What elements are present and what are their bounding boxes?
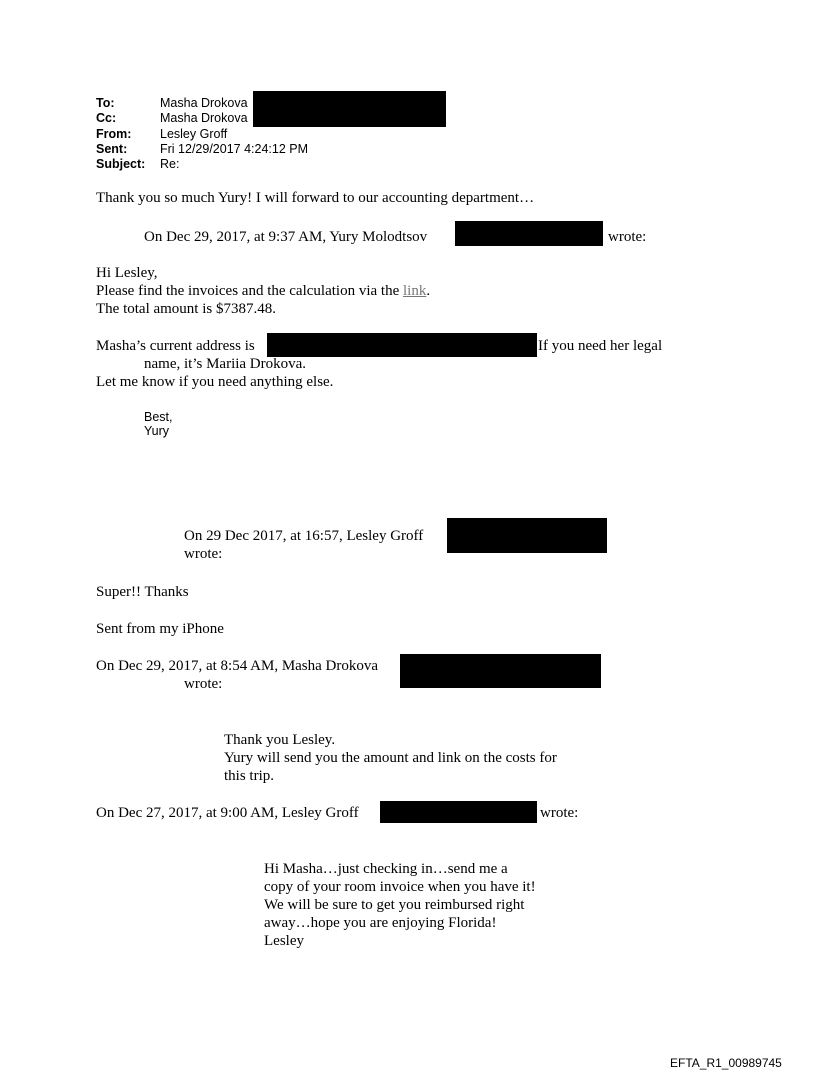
redaction-box: [380, 801, 537, 823]
subject-label: Subject:: [96, 157, 146, 171]
invoices-suffix: .: [426, 283, 431, 299]
signoff-name: Yury: [144, 424, 170, 438]
quote-header: On Dec 29, 2017, at 8:54 AM, Masha Drokova: [96, 658, 379, 674]
redaction-box: [455, 221, 603, 246]
message-line: Hi Masha…just checking in…send me a: [264, 861, 508, 877]
to-label: To:: [96, 96, 115, 110]
invoices-line: [96, 282, 430, 300]
signoff-best: Best,: [144, 410, 173, 424]
redaction-box: [253, 91, 446, 127]
document-id: EFTA_R1_00989745: [670, 1056, 782, 1070]
message-line: Lesley: [264, 933, 304, 949]
cc-label: Cc:: [96, 111, 117, 125]
reply-line: Thank you so much Yury! I will forward to our accounting department…: [96, 190, 535, 206]
from-label: From:: [96, 127, 132, 141]
redaction-box: [267, 333, 537, 357]
message-line: Thank you Lesley.: [224, 732, 336, 748]
message-line: away…hope you are enjoying Florida!: [264, 915, 497, 931]
address-suffix: If you need her legal: [538, 338, 663, 354]
address-prefix: Masha’s current address is: [96, 338, 255, 354]
from-value: Lesley Groff: [160, 127, 228, 141]
redaction-box: [400, 654, 601, 688]
message-line: copy of your room invoice when you have it!: [264, 879, 536, 895]
to-value: Masha Drokova: [160, 96, 248, 110]
super-thanks: Super!! Thanks: [96, 584, 189, 600]
message-line: We will be sure to get you reimbursed right: [264, 897, 525, 913]
quote-wrote: wrote:: [540, 805, 579, 821]
invoices-link[interactable]: link: [402, 283, 427, 299]
sent-value: Fri 12/29/2017 4:24:12 PM: [160, 142, 309, 156]
quote-wrote: wrote:: [184, 676, 223, 692]
cc-value: Masha Drokova: [160, 111, 248, 125]
total-amount: The total amount is $7387.48.: [96, 301, 276, 317]
redaction-box: [447, 518, 607, 553]
sent-from-iphone: Sent from my iPhone: [96, 621, 224, 637]
greeting: Hi Lesley,: [96, 265, 158, 281]
quote-header: On Dec 29, 2017, at 9:37 AM, Yury Molodtsov: [144, 229, 428, 245]
message-line: this trip.: [224, 768, 275, 784]
message-line: Yury will send you the amount and link on the costs for: [224, 750, 557, 766]
subject-value: Re:: [160, 157, 180, 171]
quote-wrote: wrote:: [184, 546, 223, 562]
quote-header: On Dec 27, 2017, at 9:00 AM, Lesley Groff: [96, 805, 359, 821]
sent-label: Sent:: [96, 142, 128, 156]
quote-header: On 29 Dec 2017, at 16:57, Lesley Groff: [184, 528, 424, 544]
invoices-text: Please find the invoices and the calculation via the: [96, 283, 403, 299]
legal-name: name, it’s Mariia Drokova.: [144, 356, 307, 372]
quote-wrote: wrote:: [608, 229, 647, 245]
let-me-know: Let me know if you need anything else.: [96, 374, 334, 390]
